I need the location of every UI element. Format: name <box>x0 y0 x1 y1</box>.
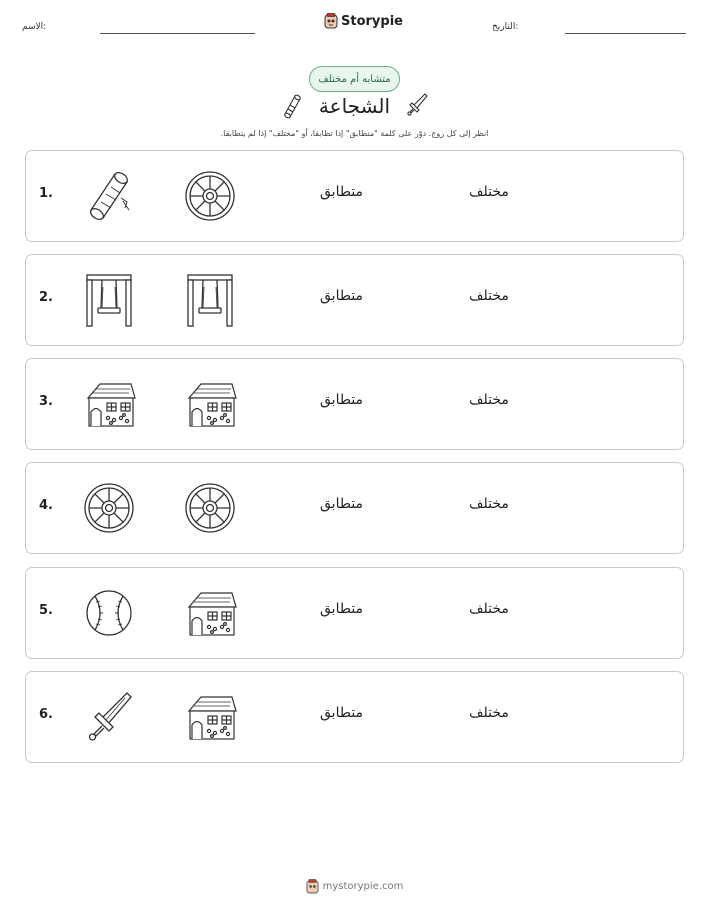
option-same[interactable]: متطابق <box>320 601 364 617</box>
option-different[interactable]: مختلف <box>469 184 509 200</box>
wheel-icon <box>182 168 238 224</box>
scroll-icon <box>279 92 303 120</box>
question-number: 3. <box>39 394 53 409</box>
storypie-mascot-icon <box>306 879 319 894</box>
question-number: 4. <box>39 498 53 513</box>
house-icon <box>182 689 238 745</box>
wheel-icon <box>81 480 137 536</box>
option-same[interactable]: متطابق <box>320 392 364 408</box>
title-row <box>0 92 709 120</box>
storypie-logo <box>324 13 403 29</box>
house-icon <box>182 585 238 641</box>
question-number: 2. <box>39 290 53 305</box>
option-same[interactable]: متطابق <box>320 288 364 304</box>
question-card <box>25 567 684 659</box>
sword-icon <box>406 92 430 120</box>
instructions: انظر إلى كل زوج. دوّر على كلمة "متطابق" إذا تطابقا، أو "مختلف" إذا لم يتطابقا. <box>220 129 489 138</box>
question-card <box>25 254 684 346</box>
house-icon <box>182 376 238 432</box>
footer <box>0 879 709 894</box>
option-same[interactable]: متطابق <box>320 705 364 721</box>
wheel-icon <box>182 480 238 536</box>
sword-icon <box>81 689 137 745</box>
storypie-mascot-icon <box>324 13 338 29</box>
option-same[interactable]: متطابق <box>320 184 364 200</box>
swing-icon <box>182 272 238 328</box>
option-same[interactable]: متطابق <box>320 496 364 512</box>
category-badge: متشابه أم مختلف <box>309 66 400 92</box>
question-card <box>25 150 684 242</box>
option-different[interactable]: مختلف <box>469 288 509 304</box>
question-number: 1. <box>39 186 53 201</box>
question-number: 6. <box>39 707 53 722</box>
footer-site[interactable]: mystorypie.com <box>322 881 404 892</box>
question-card <box>25 671 684 763</box>
date-line[interactable] <box>565 33 686 34</box>
option-different[interactable]: مختلف <box>469 392 509 408</box>
option-different[interactable]: مختلف <box>469 705 509 721</box>
swing-icon <box>81 272 137 328</box>
house-icon <box>81 376 137 432</box>
name-label: الاسم: <box>22 22 47 32</box>
option-different[interactable]: مختلف <box>469 496 509 512</box>
name-line[interactable] <box>100 33 255 34</box>
date-label: التاريخ: <box>492 22 519 32</box>
question-card <box>25 462 684 554</box>
baseball-icon <box>81 585 137 641</box>
question-number: 5. <box>39 603 53 618</box>
scroll-icon <box>81 168 137 224</box>
worksheet-title: الشجاعة <box>318 94 391 118</box>
question-card <box>25 358 684 450</box>
option-different[interactable]: مختلف <box>469 601 509 617</box>
brand-name: Storypie <box>341 13 403 29</box>
